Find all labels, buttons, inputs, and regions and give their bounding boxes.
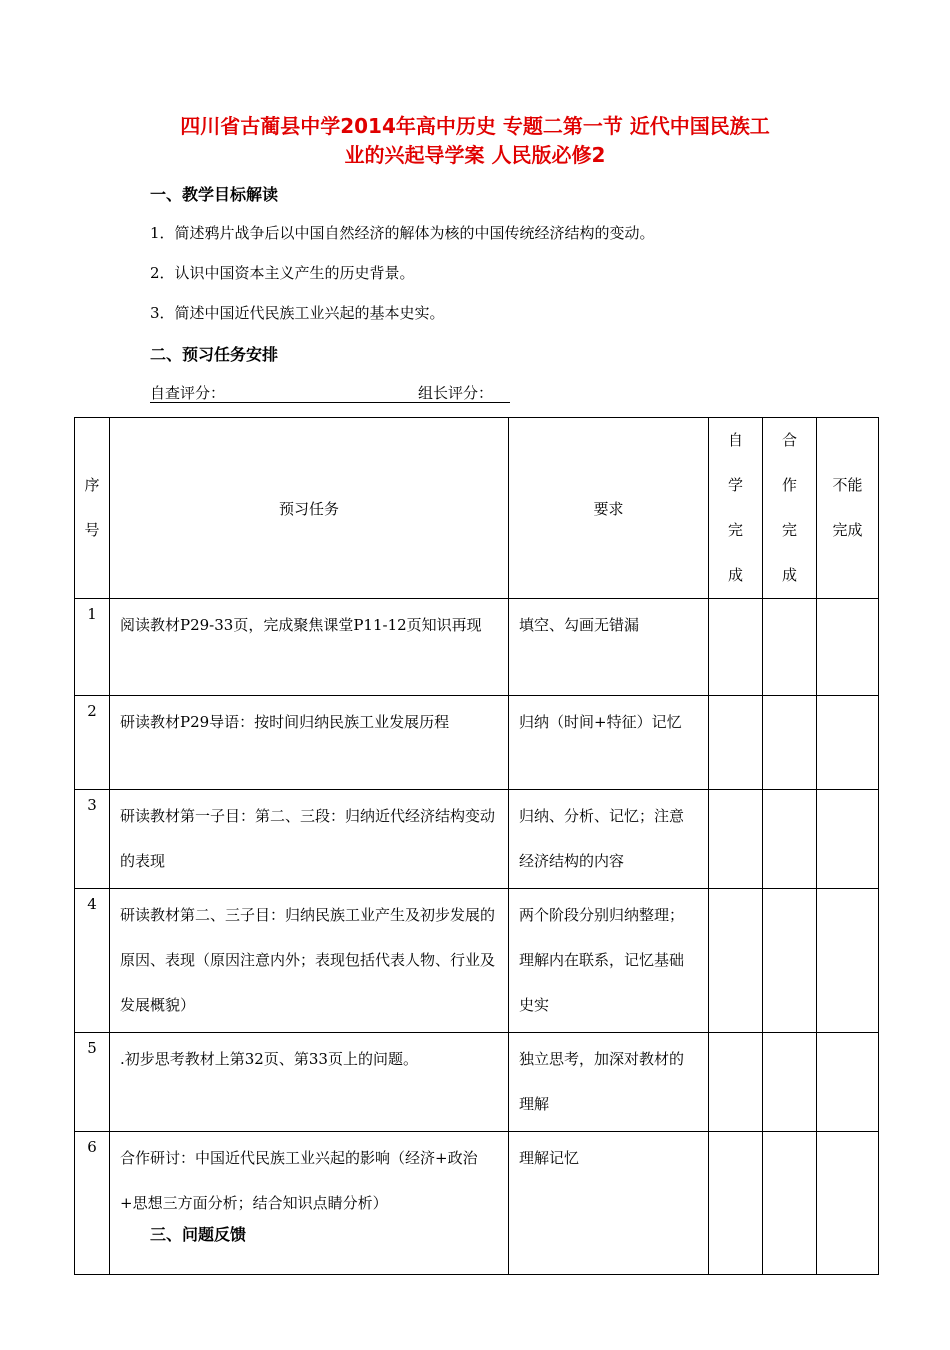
header-task: 预习任务 bbox=[110, 418, 509, 599]
row-self-cell[interactable] bbox=[709, 1132, 763, 1275]
row-coop-cell[interactable] bbox=[763, 696, 817, 790]
title-line-1: 四川省古蔺县中学2014年高中历史 专题二第一节 近代中国民族工 bbox=[180, 114, 770, 138]
score-line bbox=[150, 380, 510, 403]
preview-task-table bbox=[74, 417, 879, 1275]
header-requirement: 要求 bbox=[509, 418, 709, 599]
row-num: 4 bbox=[75, 889, 110, 1033]
row-self-cell[interactable] bbox=[709, 889, 763, 1033]
objective-3: 3．简述中国近代民族工业兴起的基本史实。 bbox=[150, 304, 445, 322]
row-task: 研读教材P29导语：按时间归纳民族工业发展历程 bbox=[110, 696, 509, 790]
section-heading-feedback: 三、问题反馈 bbox=[150, 1225, 247, 1244]
document-title bbox=[60, 112, 890, 170]
row-unable-cell[interactable] bbox=[817, 1033, 879, 1132]
row-unable-cell[interactable] bbox=[817, 889, 879, 1033]
table-header-row bbox=[75, 418, 879, 599]
row-requirement: 两个阶段分别归纳整理；理解内在联系，记忆基础史实 bbox=[509, 889, 709, 1033]
header-num: 序号 bbox=[75, 418, 110, 599]
header-self-complete: 自学完成 bbox=[709, 418, 763, 599]
row-self-cell[interactable] bbox=[709, 1033, 763, 1132]
row-self-cell[interactable] bbox=[709, 696, 763, 790]
objective-2: 2．认识中国资本主义产生的历史背景。 bbox=[150, 264, 415, 282]
row-task: .初步思考教材上第32页、第33页上的问题。 bbox=[110, 1033, 509, 1132]
table-row bbox=[75, 696, 879, 790]
row-requirement: 归纳（时间+特征）记忆 bbox=[509, 696, 709, 790]
self-score-label: 自查评分： bbox=[150, 384, 226, 402]
row-coop-cell[interactable] bbox=[763, 889, 817, 1033]
row-num: 1 bbox=[75, 599, 110, 696]
row-num: 5 bbox=[75, 1033, 110, 1132]
row-num: 3 bbox=[75, 790, 110, 889]
row-requirement: 归纳、分析、记忆；注意经济结构的内容 bbox=[509, 790, 709, 889]
row-requirement: 理解记忆 bbox=[509, 1132, 709, 1275]
header-coop-complete: 合作完成 bbox=[763, 418, 817, 599]
row-unable-cell[interactable] bbox=[817, 696, 879, 790]
row-task: 合作研讨：中国近代民族工业兴起的影响（经济+政治+思想三方面分析；结合知识点睛分析） bbox=[110, 1132, 509, 1275]
row-unable-cell[interactable] bbox=[817, 599, 879, 696]
table-row bbox=[75, 790, 879, 889]
row-coop-cell[interactable] bbox=[763, 1132, 817, 1275]
row-requirement: 独立思考，加深对教材的理解 bbox=[509, 1033, 709, 1132]
section-heading-objectives: 一、教学目标解读 bbox=[150, 185, 279, 204]
row-self-cell[interactable] bbox=[709, 599, 763, 696]
header-unable: 不能完成 bbox=[817, 418, 879, 599]
row-task: 阅读教材P29-33页，完成聚焦课堂P11-12页知识再现 bbox=[110, 599, 509, 696]
table-row bbox=[75, 599, 879, 696]
row-num: 6 bbox=[75, 1132, 110, 1275]
row-coop-cell[interactable] bbox=[763, 1033, 817, 1132]
row-coop-cell[interactable] bbox=[763, 599, 817, 696]
row-self-cell[interactable] bbox=[709, 790, 763, 889]
row-task: 研读教材第一子目：第二、三段：归纳近代经济结构变动的表现 bbox=[110, 790, 509, 889]
row-requirement: 填空、勾画无错漏 bbox=[509, 599, 709, 696]
title-line-2: 业的兴起导学案 人民版必修2 bbox=[344, 143, 606, 167]
leader-score-label: 组长评分： bbox=[418, 384, 494, 402]
table-row bbox=[75, 889, 879, 1033]
row-coop-cell[interactable] bbox=[763, 790, 817, 889]
row-task: 研读教材第二、三子目：归纳民族工业产生及初步发展的原因、表现（原因注意内外；表现包括代表人物、行业及发展概貌） bbox=[110, 889, 509, 1033]
table-row bbox=[75, 1132, 879, 1275]
objective-1: 1．简述鸦片战争后以中国自然经济的解体为核的中国传统经济结构的变动。 bbox=[150, 224, 655, 242]
row-unable-cell[interactable] bbox=[817, 790, 879, 889]
row-num: 2 bbox=[75, 696, 110, 790]
row-unable-cell[interactable] bbox=[817, 1132, 879, 1275]
section-heading-preview: 二、预习任务安排 bbox=[150, 345, 279, 364]
table-row bbox=[75, 1033, 879, 1132]
